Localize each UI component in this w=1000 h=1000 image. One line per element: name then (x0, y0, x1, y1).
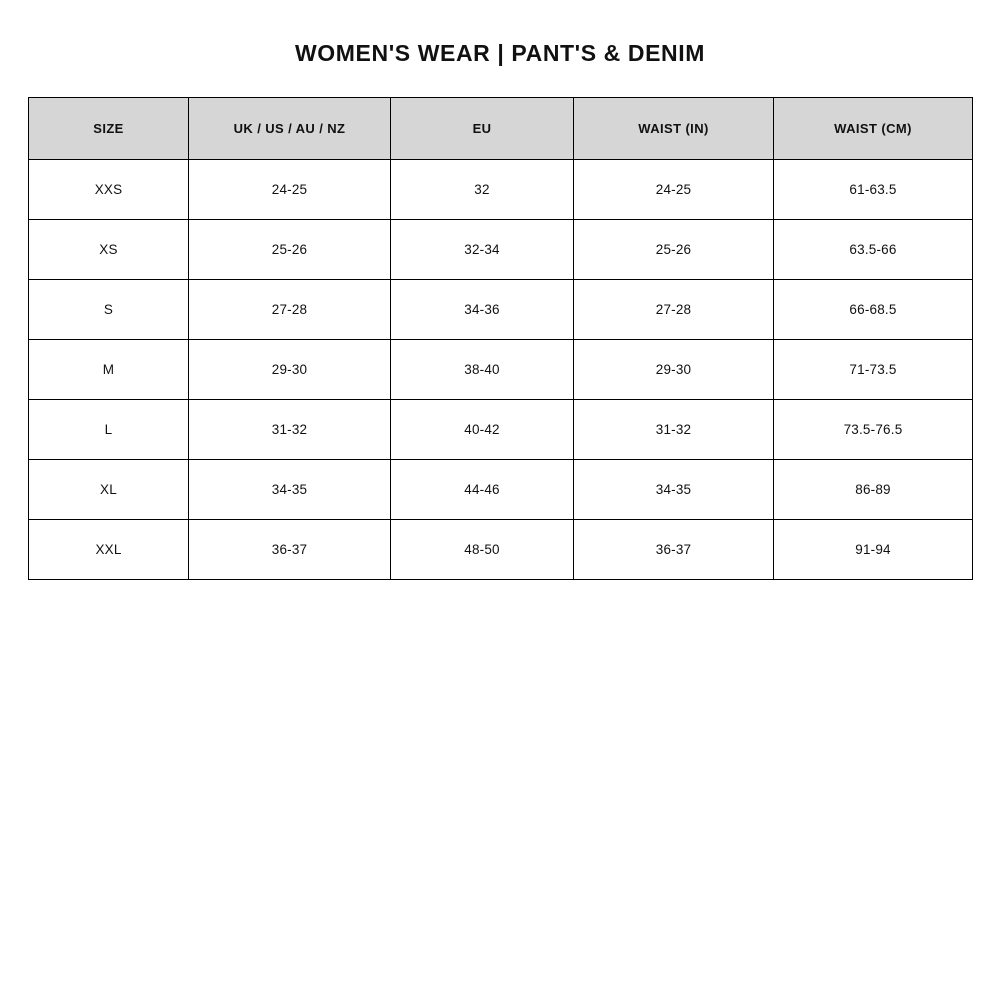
cell-eu: 38-40 (391, 340, 574, 400)
page-title: WOMEN'S WEAR | PANT'S & DENIM (294, 40, 705, 66)
cell-uk-us-au-nz: 24-25 (189, 160, 391, 220)
cell-size: XXL (29, 520, 189, 580)
column-header-waist-in: WAIST (IN) (574, 98, 774, 160)
cell-waist-cm: 73.5-76.5 (774, 400, 973, 460)
cell-size: XL (29, 460, 189, 520)
column-header-waist-cm: WAIST (CM) (774, 98, 973, 160)
table-row (29, 280, 973, 340)
cell-waist-in: 34-35 (574, 460, 774, 520)
cell-waist-in: 25-26 (574, 220, 774, 280)
table-row (29, 220, 973, 280)
cell-uk-us-au-nz: 29-30 (189, 340, 391, 400)
table-header-row (29, 98, 973, 160)
table-row (29, 400, 973, 460)
cell-uk-us-au-nz: 27-28 (189, 280, 391, 340)
cell-size: L (29, 400, 189, 460)
table-row (29, 520, 973, 580)
cell-waist-cm: 63.5-66 (774, 220, 973, 280)
cell-waist-cm: 86-89 (774, 460, 973, 520)
cell-uk-us-au-nz: 34-35 (189, 460, 391, 520)
column-header-uk-us-au-nz: UK / US / AU / NZ (189, 98, 391, 160)
table-header (29, 98, 973, 160)
cell-size: XS (29, 220, 189, 280)
cell-uk-us-au-nz: 25-26 (189, 220, 391, 280)
cell-eu: 32-34 (391, 220, 574, 280)
cell-waist-cm: 71-73.5 (774, 340, 973, 400)
column-header-eu: EU (391, 98, 574, 160)
cell-waist-cm: 91-94 (774, 520, 973, 580)
cell-waist-in: 27-28 (574, 280, 774, 340)
cell-waist-in: 29-30 (574, 340, 774, 400)
table-row (29, 160, 973, 220)
cell-size: XXS (29, 160, 189, 220)
cell-waist-cm: 66-68.5 (774, 280, 973, 340)
cell-size: M (29, 340, 189, 400)
cell-uk-us-au-nz: 31-32 (189, 400, 391, 460)
cell-size: S (29, 280, 189, 340)
cell-uk-us-au-nz: 36-37 (189, 520, 391, 580)
cell-waist-in: 24-25 (574, 160, 774, 220)
table-row (29, 460, 973, 520)
cell-eu: 32 (391, 160, 574, 220)
cell-eu: 48-50 (391, 520, 574, 580)
cell-waist-in: 31-32 (574, 400, 774, 460)
size-table-container (28, 97, 972, 580)
cell-eu: 44-46 (391, 460, 574, 520)
size-chart-table (28, 97, 973, 580)
table-row (29, 340, 973, 400)
table-body (29, 160, 973, 580)
cell-waist-cm: 61-63.5 (774, 160, 973, 220)
cell-eu: 40-42 (391, 400, 574, 460)
column-header-size: SIZE (29, 98, 189, 160)
cell-eu: 34-36 (391, 280, 574, 340)
cell-waist-in: 36-37 (574, 520, 774, 580)
